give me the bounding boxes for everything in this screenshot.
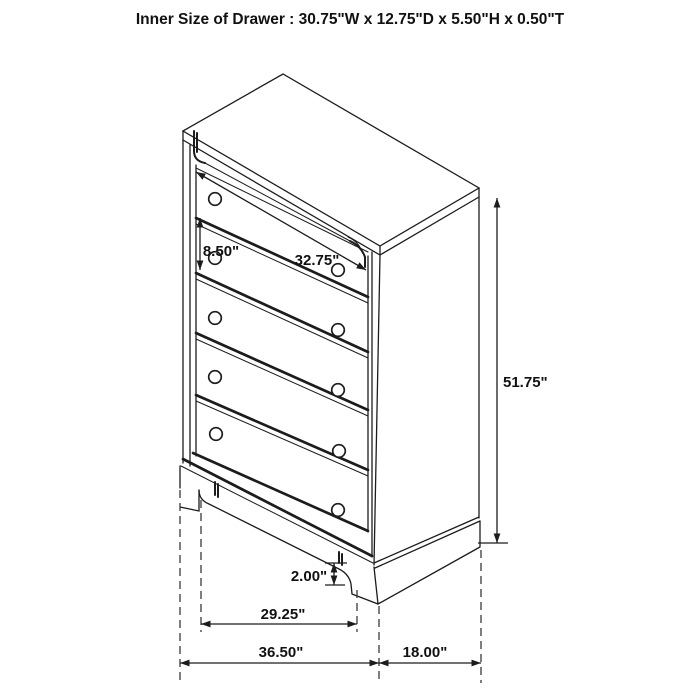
label-drawer-front-width: 32.75" xyxy=(294,252,340,269)
label-base-height: 2.00" xyxy=(290,568,328,585)
label-overall-depth: 18.00" xyxy=(402,644,448,661)
base-apron xyxy=(180,466,378,604)
label-base-inner-width: 29.25" xyxy=(260,606,306,623)
label-drawer-front-height: 8.50" xyxy=(202,243,240,260)
page-title: Inner Size of Drawer : 30.75"W x 12.75"D x 5.50"H x 0.50"T xyxy=(135,11,565,28)
label-overall-width: 36.50" xyxy=(258,644,304,661)
chest-carcass-outline xyxy=(181,74,480,604)
label-overall-height: 51.75" xyxy=(503,374,548,391)
